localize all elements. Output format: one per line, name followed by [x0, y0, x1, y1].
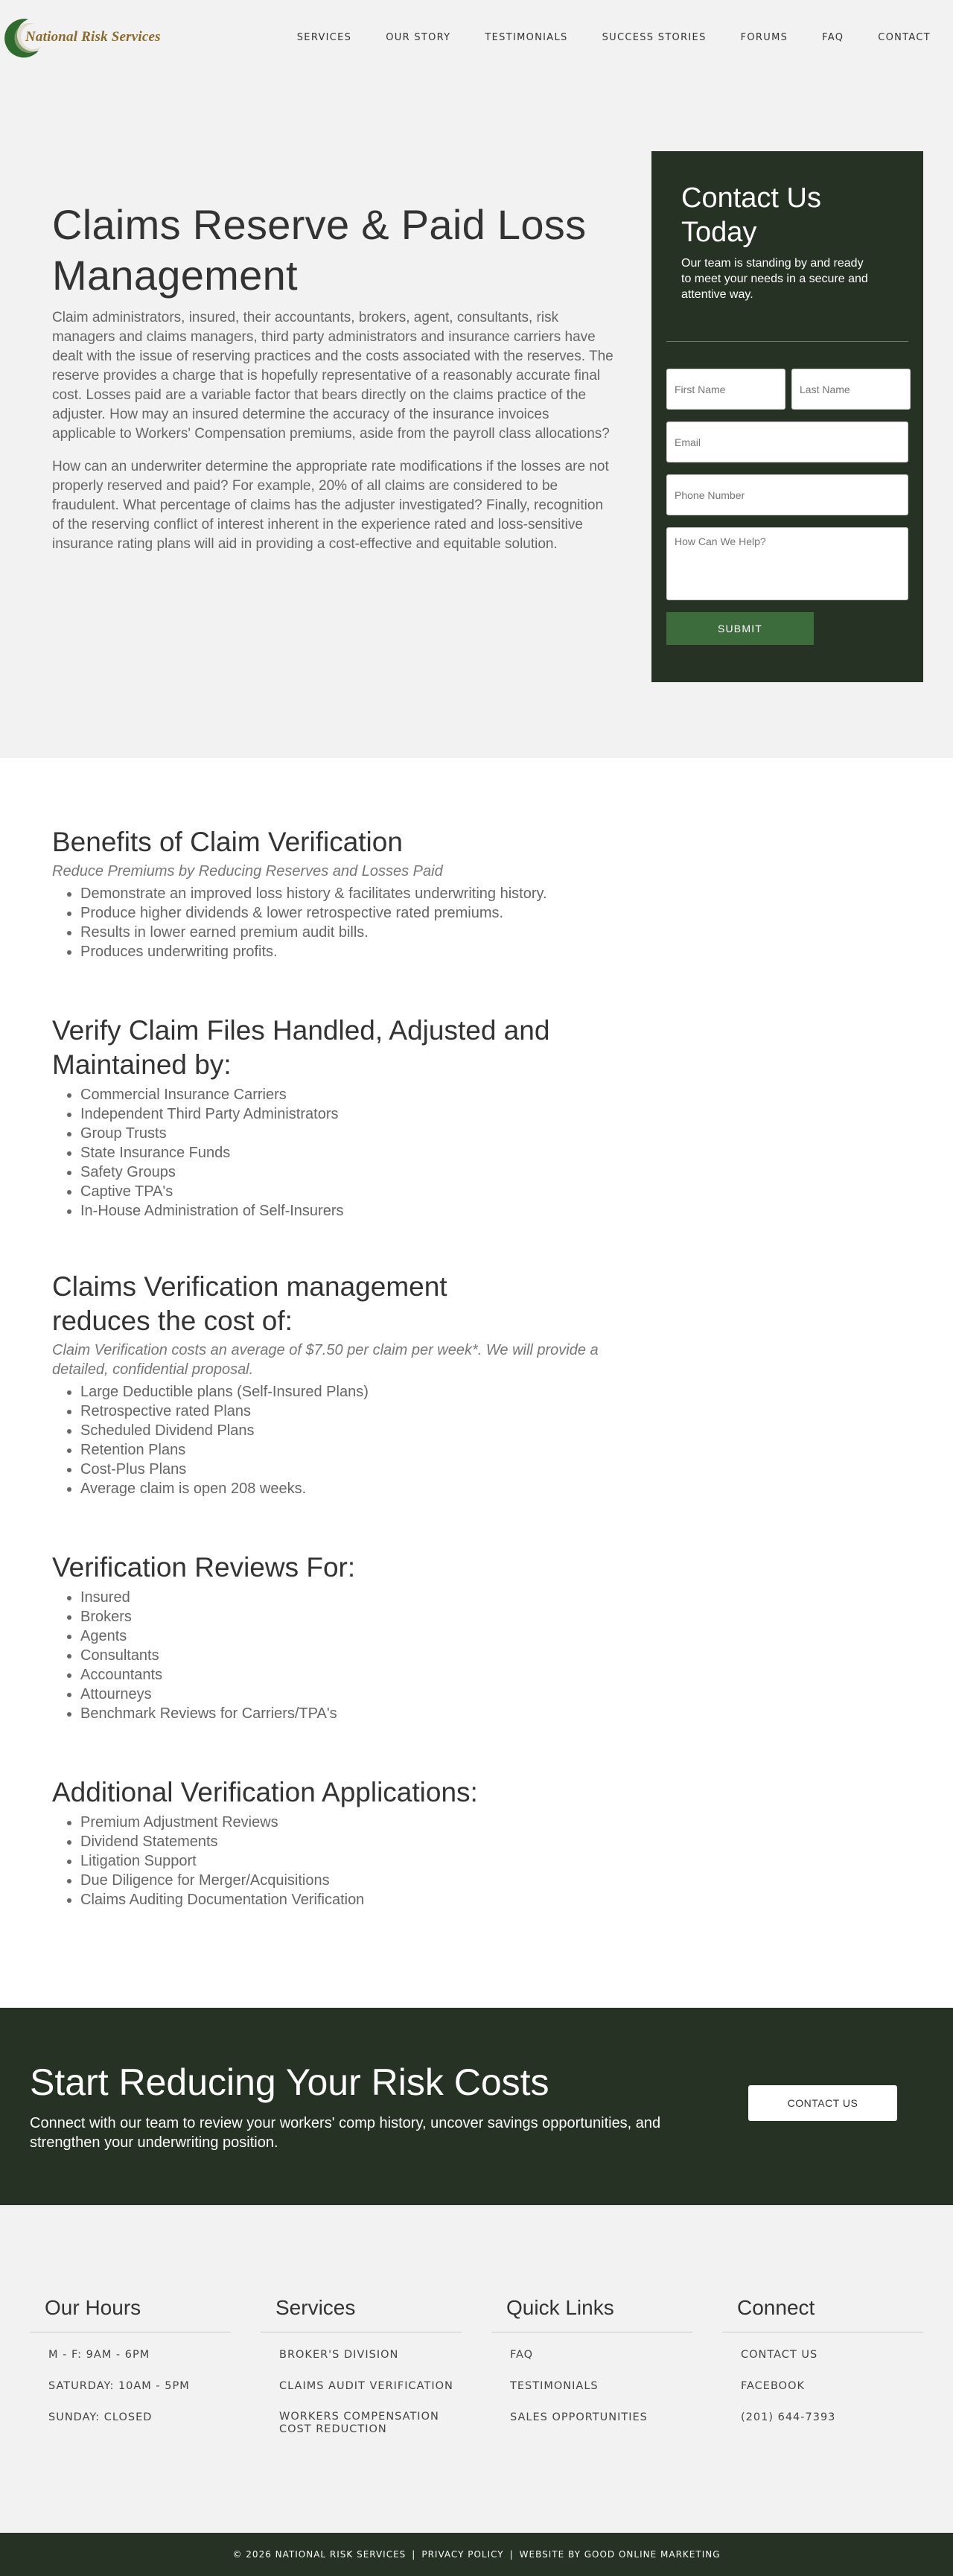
hours-item: M - F: 9AM - 6PM — [48, 2349, 150, 2361]
list-item: • Benchmark Reviews for Carriers/TPA's — [80, 1704, 953, 1723]
list-item: • Demonstrate an improved loss history & facilitates underwriting history. — [80, 884, 953, 903]
additional-list — [80, 1813, 953, 1909]
contact-form — [651, 342, 923, 645]
logo-link[interactable] — [0, 0, 161, 74]
nav-contact[interactable]: CONTACT — [878, 31, 931, 43]
page-title: Claims Reserve & Paid Loss Management — [52, 201, 587, 299]
reviews-list — [80, 1588, 953, 1723]
nav-our-story[interactable]: OUR STORY — [386, 31, 451, 43]
phone-input[interactable] — [666, 474, 908, 515]
contact-us-button[interactable]: CONTACT US — [748, 2085, 897, 2121]
footer-link-sales-opportunities[interactable]: SALES OPPORTUNITIES — [510, 2411, 648, 2423]
footer-connect — [722, 2296, 923, 2443]
section-title: Additional Verification Applications: — [52, 1777, 478, 1807]
list-item: • Brokers — [80, 1607, 953, 1626]
verify-list — [80, 1085, 953, 1221]
benefits-section — [52, 825, 953, 961]
footer-hours — [30, 2296, 231, 2443]
last-name-input[interactable] — [791, 369, 911, 410]
section-title: Verify Claim Files Handled, Adjusted and Maintained by: — [52, 1015, 550, 1080]
list-item: • Retrospective rated Plans — [80, 1402, 953, 1421]
list-item: • Cost-Plus Plans — [80, 1460, 953, 1479]
contact-form-subtitle: Our team is standing by and ready to meet your needs in a secure and attentive way. — [681, 257, 868, 301]
contact-form-title: Contact Us Today — [681, 182, 821, 248]
reviews-section — [52, 1551, 953, 1723]
list-item: • Produces underwriting profits. — [80, 942, 953, 961]
list-item: • Attourneys — [80, 1685, 953, 1704]
list-item: • Insured — [80, 1588, 953, 1607]
list-item: • Dividend Statements — [80, 1832, 953, 1851]
footer-services — [261, 2296, 462, 2454]
list-item: • Produce higher dividends & lower retrospective rated premiums. — [80, 903, 953, 923]
hero-paragraph: Claim administrators, insured, their accountants, brokers, agent, consultants, risk managers and claims managers, third party administrators and insurance carriers have dealt with the issue of reserving practices and the costs associated with the reserves. The reserve provides a charge that is hopefully representative of a reasonably accurate final cost. Losses paid are a variable factor that bears directly on the claims practice of the adjuster. How may an insured determine the accuracy of the insurance invoices applicable to Workers' Compensation premiums, aside from the payroll class allocations? — [52, 310, 613, 442]
footer-column-title: Quick Links — [491, 2296, 692, 2332]
hero-section — [0, 74, 953, 758]
list-item: • Safety Groups — [80, 1163, 953, 1182]
benefits-list — [80, 884, 953, 961]
list-item: • State Insurance Funds — [80, 1143, 953, 1163]
name-row — [666, 369, 908, 422]
list-item: • Consultants — [80, 1646, 953, 1665]
footer-link-contact-us[interactable]: CONTACT US — [741, 2349, 818, 2361]
list-item: • In-House Administration of Self-Insurers — [80, 1201, 953, 1221]
list-item: • Claims Auditing Documentation Verification — [80, 1890, 953, 1909]
section-title: Claims Verification management reduces the cost of: — [52, 1271, 447, 1336]
footer-link-testimonials[interactable]: TESTIMONIALS — [510, 2380, 599, 2392]
nav-services[interactable]: SERVICES — [296, 31, 352, 43]
list-item: • Group Trusts — [80, 1124, 953, 1143]
list-item: • Average claim is open 208 weeks. — [80, 1479, 953, 1498]
list-item: • Retention Plans — [80, 1440, 953, 1460]
separator: | — [509, 2549, 514, 2560]
site-header — [0, 0, 953, 74]
section-title: Benefits of Claim Verification — [52, 827, 403, 857]
message-textarea[interactable] — [666, 527, 908, 600]
website-credit-link[interactable]: WEBSITE BY GOOD ONLINE MARKETING — [519, 2549, 721, 2560]
main-nav — [280, 32, 931, 43]
cta-banner — [0, 2008, 953, 2205]
verify-section — [52, 1014, 953, 1221]
cta-text: Connect with our team to review your workers' comp history, uncover savings opportunities, and strengthen your underwriting position. — [30, 2115, 661, 2151]
list-item: • Accountants — [80, 1665, 953, 1685]
logo-text: National Risk Services — [25, 29, 161, 45]
section-subtitle: Claim Verification costs an average of $7.50 per claim per week*. We will provide a detailed, confidential proposal. — [52, 1342, 599, 1378]
list-item: • Due Diligence for Merger/Acquisitions — [80, 1871, 953, 1890]
privacy-policy-link[interactable]: PRIVACY POLICY — [421, 2549, 504, 2560]
hero-content — [52, 200, 614, 554]
copyright-bar — [0, 2533, 953, 2576]
footer-column-title: Services — [261, 2296, 462, 2332]
list-item: • Agents — [80, 1626, 953, 1646]
footer-link-faq[interactable]: FAQ — [510, 2349, 534, 2361]
separator: | — [412, 2549, 416, 2560]
footer-link-facebook[interactable]: FACEBOOK — [741, 2380, 805, 2392]
reduces-list — [80, 1382, 953, 1498]
reduces-section — [52, 1270, 953, 1498]
footer-column-title: Connect — [722, 2296, 923, 2332]
list-item: • Results in lower earned premium audit bills. — [80, 923, 953, 942]
list-item: • Captive TPA's — [80, 1182, 953, 1201]
footer-link-claims-audit[interactable]: CLAIMS AUDIT VERIFICATION — [279, 2380, 453, 2392]
footer-quick-links — [491, 2296, 692, 2443]
site-footer — [0, 2205, 953, 2533]
footer-link-workers-comp[interactable]: WORKERS COMPENSATION COST REDUCTION — [279, 2411, 439, 2435]
first-name-input[interactable] — [666, 369, 785, 410]
cta-title: Start Reducing Your Risk Costs — [30, 2061, 549, 2103]
hours-item: SATURDAY: 10AM - 5PM — [48, 2380, 190, 2392]
list-item: • Scheduled Dividend Plans — [80, 1421, 953, 1440]
list-item: • Premium Adjustment Reviews — [80, 1813, 953, 1832]
nav-faq[interactable]: FAQ — [822, 31, 844, 43]
section-subtitle: Reduce Premiums by Reducing Reserves and Losses Paid — [52, 863, 443, 880]
copyright-text: © 2026 NATIONAL RISK SERVICES — [232, 2549, 407, 2560]
hours-item: SUNDAY: CLOSED — [48, 2411, 153, 2423]
contact-form-card — [651, 151, 923, 682]
nav-forums[interactable]: FORUMS — [740, 31, 788, 43]
list-item: • Independent Third Party Administrators — [80, 1104, 953, 1124]
section-title: Verification Reviews For: — [52, 1552, 356, 1583]
footer-phone-link[interactable]: (201) 644-7393 — [741, 2411, 836, 2423]
list-item: • Large Deductible plans (Self-Insured Plans) — [80, 1382, 953, 1402]
submit-button[interactable]: SUBMIT — [666, 612, 814, 645]
list-item: • Commercial Insurance Carriers — [80, 1085, 953, 1104]
crescent-logo-icon — [0, 13, 48, 61]
nav-testimonials[interactable]: TESTIMONIALS — [485, 31, 568, 43]
list-item: • Litigation Support — [80, 1851, 953, 1871]
additional-section — [52, 1775, 953, 1909]
nav-success-stories[interactable]: SUCCESS STORIES — [602, 31, 707, 43]
hero-paragraph: How can an underwriter determine the appropriate rate modifications if the losses are not properly reserved and paid? For example, 20% of all claims are considered to be fraudulent. What percentage of claims has the adjuster investigated? Finally, recognition of the reserving conflict of interest inherent in the experience rated and loss-sensitive insurance rating plans will aid in providing a cost-effective and equitable solution. — [52, 459, 609, 552]
footer-link-brokers-division[interactable]: BROKER'S DIVISION — [279, 2349, 399, 2361]
main-content — [0, 758, 953, 2008]
email-input[interactable] — [666, 422, 908, 462]
footer-column-title: Our Hours — [30, 2296, 231, 2332]
